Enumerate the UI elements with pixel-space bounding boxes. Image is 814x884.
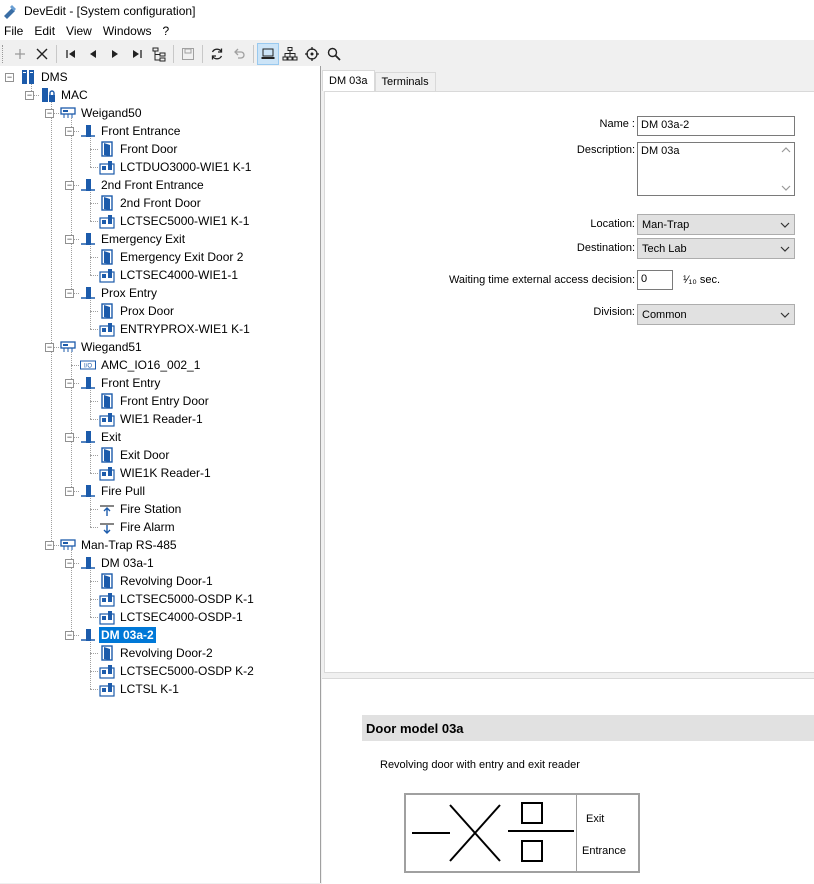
tree-connector (90, 167, 98, 168)
tree-node-label: LCTSEC5000-WIE1 K-1 (120, 214, 250, 228)
svg-text:I/O: I/O (83, 363, 93, 370)
tree-connector (90, 473, 98, 474)
door-model-title: Door model 03a (362, 715, 814, 741)
tree-node[interactable] (99, 464, 213, 482)
tree-node[interactable] (6, 68, 70, 86)
properties-panel (324, 91, 814, 673)
tree-connector (90, 689, 98, 690)
tree-connector (90, 257, 98, 258)
collapse-toggle-icon[interactable]: − (66, 378, 73, 388)
tree-connector (90, 136, 91, 167)
tree-connector (90, 149, 98, 150)
tree-connector (71, 118, 72, 293)
tree-connector (90, 581, 98, 582)
entrance-icon (80, 429, 96, 445)
target-button[interactable] (301, 43, 323, 65)
refresh-button[interactable] (206, 43, 228, 65)
menu-edit[interactable]: Edit (34, 24, 56, 38)
entrance-icon (80, 555, 96, 571)
name-input[interactable]: DM 03a-2 (637, 116, 795, 136)
tree-node-label: Exit Door (120, 448, 170, 462)
tab-terminals[interactable]: Terminals (375, 72, 436, 91)
menu-file[interactable]: File (4, 24, 24, 38)
entrance-icon (80, 123, 96, 139)
collapse-toggle-icon[interactable]: − (66, 288, 73, 298)
description-label: Description: (576, 144, 635, 156)
first-button[interactable] (60, 43, 82, 65)
chevron-down-icon (780, 311, 790, 319)
reader-icon (99, 681, 115, 697)
tree-node-label: Prox Door (120, 304, 175, 318)
tree-node-label: Fire Alarm (120, 520, 175, 534)
tree-node[interactable] (99, 140, 179, 158)
tree-node[interactable] (66, 626, 156, 644)
tree-node[interactable] (99, 158, 253, 176)
entrance-icon (80, 375, 96, 391)
description-scrollbar[interactable] (778, 143, 794, 195)
tree-node[interactable] (99, 212, 251, 230)
division-value: Common (642, 308, 687, 321)
description-text: DM 03a (641, 145, 680, 157)
door-model-panel (322, 678, 814, 884)
tree-node[interactable] (66, 284, 159, 302)
prev-icon (85, 46, 101, 62)
tree-node-label: Fire Station (120, 502, 182, 516)
reader-icon (99, 321, 115, 337)
tree-node[interactable] (99, 266, 240, 284)
tree-node-label: LCTSEC4000-OSDP-1 (120, 610, 243, 624)
bus-icon (60, 339, 76, 355)
last-icon (129, 46, 145, 62)
reader-icon (99, 213, 115, 229)
tree-connector (90, 671, 98, 672)
tree-connector (90, 442, 91, 473)
target-icon (304, 46, 320, 62)
tree-connector (51, 100, 52, 545)
tree-node-label: Exit (101, 430, 122, 444)
reader-icon (99, 411, 115, 427)
window-title: DevEdit - [System configuration] (24, 4, 196, 18)
tree-node[interactable] (99, 680, 181, 698)
tree-node-label: 2nd Front Door (120, 196, 201, 210)
reader-icon (99, 465, 115, 481)
collapse-toggle-icon[interactable]: − (6, 72, 13, 82)
tree-node-label: DM 03a-1 (101, 556, 154, 570)
prev-button[interactable] (82, 43, 104, 65)
door-icon (99, 303, 115, 319)
tree-connector (90, 275, 98, 276)
tree-node-label: 2nd Front Entrance (101, 178, 204, 192)
tree-node-label: Prox Entry (101, 286, 158, 300)
toolbar-separator (253, 45, 254, 63)
collapse-toggle-icon[interactable]: − (66, 126, 73, 136)
detail-pane (322, 66, 814, 883)
chevron-down-icon (780, 221, 790, 229)
toolbar (0, 42, 814, 66)
tree-node-label: Fire Pull (101, 484, 146, 498)
collapse-toggle-icon[interactable]: − (66, 234, 73, 244)
destination-value: Tech Lab (642, 242, 687, 255)
revolving-door-icon (408, 797, 574, 869)
description-textarea[interactable] (637, 142, 795, 196)
tree-connector (90, 617, 98, 618)
toolbar-separator (202, 45, 203, 63)
tree-node[interactable] (99, 608, 245, 626)
reader-icon (99, 609, 115, 625)
division-select[interactable] (637, 304, 795, 325)
collapse-toggle-icon[interactable]: − (26, 90, 33, 100)
delete-button[interactable] (31, 43, 53, 65)
collapse-toggle-icon[interactable]: − (46, 540, 53, 550)
tree-connector (90, 640, 91, 689)
collapse-toggle-icon[interactable]: − (46, 342, 53, 352)
tree-node[interactable] (99, 302, 176, 320)
tree-node-label: Revolving Door-1 (120, 574, 213, 588)
tree-node[interactable] (99, 572, 215, 590)
door-icon (99, 195, 115, 211)
location-value: Man-Trap (642, 218, 690, 231)
tree-node[interactable] (99, 662, 256, 680)
tree-node-label: Weigand50 (81, 106, 142, 120)
door-icon (99, 447, 115, 463)
tree-node-label: WIE1 Reader-1 (120, 412, 203, 426)
tree-connector (90, 203, 98, 204)
tree-node-label: MAC (61, 88, 88, 102)
tree-connector (90, 190, 91, 221)
tree-node-label: ENTRYPROX-WIE1 K-1 (120, 322, 250, 336)
door-model-description: Revolving door with entry and exit reader (380, 759, 580, 771)
menu-windows[interactable]: Windows (102, 24, 152, 38)
door-icon (99, 393, 115, 409)
division-label: Division: (593, 306, 635, 318)
signal-input-icon (99, 501, 115, 517)
search-button[interactable] (323, 43, 345, 65)
location-label: Location: (590, 218, 635, 230)
tree-node[interactable] (99, 446, 171, 464)
scroll-down-icon (781, 184, 791, 192)
tree-node-label: Wiegand51 (81, 340, 142, 354)
tree-node-label: WIE1K Reader-1 (120, 466, 211, 480)
tree-connector (90, 311, 98, 312)
tree-node-label: DM 03a-2 (101, 628, 154, 642)
tree-connector (90, 568, 91, 617)
save-icon (180, 46, 196, 62)
toolbar-grip[interactable] (2, 45, 6, 63)
tree-connector (90, 298, 91, 329)
add-icon (12, 46, 28, 62)
tree-node-label: Man-Trap RS-485 (81, 538, 177, 552)
toolbar-separator (56, 45, 57, 63)
save-button[interactable] (177, 43, 199, 65)
destination-label: Destination: (576, 242, 635, 254)
tree-node[interactable] (99, 392, 211, 410)
network-icon (282, 46, 298, 62)
tree-node-label: LCTSEC5000-OSDP K-1 (120, 592, 254, 606)
tree-node[interactable] (66, 230, 187, 248)
menu-help[interactable]: ? (162, 24, 170, 38)
tree-node[interactable] (99, 644, 215, 662)
next-button[interactable] (104, 43, 126, 65)
waiting-time-unit: ¹⁄₁₀ sec. (683, 274, 721, 286)
reader-icon (99, 663, 115, 679)
entrance-icon (80, 627, 96, 643)
tree-connector (90, 496, 91, 527)
door-icon (99, 141, 115, 157)
signal-output-icon (99, 519, 115, 535)
collapse-toggle-icon[interactable]: − (66, 180, 73, 190)
refresh-icon (209, 46, 225, 62)
tree-view-icon (151, 46, 167, 62)
tree-node-label: LCTSEC4000-WIE1-1 (120, 268, 239, 282)
delete-icon (34, 46, 50, 62)
entrance-icon (80, 285, 96, 301)
location-select[interactable] (637, 214, 795, 235)
scroll-up-icon (781, 146, 791, 154)
chevron-down-icon (780, 245, 790, 253)
exit-label: Exit (586, 813, 605, 825)
door-icon (99, 645, 115, 661)
tree-view-button[interactable] (148, 43, 170, 65)
tree-node[interactable] (99, 194, 203, 212)
tree-node[interactable] (46, 536, 179, 554)
tree-node[interactable] (66, 176, 206, 194)
server-icon (20, 69, 36, 85)
menu-view[interactable]: View (66, 24, 92, 38)
collapse-toggle-icon[interactable]: − (46, 108, 53, 118)
waiting-time-label: Waiting time external access decision: (448, 274, 635, 286)
first-icon (63, 46, 79, 62)
tree-node-label: Front Entry (101, 376, 161, 390)
tree-node-label: Front Entry Door (120, 394, 209, 408)
tree-connector (90, 221, 98, 222)
tree-connector (90, 527, 98, 528)
tree-node-label: Revolving Door-2 (120, 646, 213, 660)
entrance-label: Entrance (582, 845, 627, 857)
tree-node[interactable] (99, 590, 256, 608)
tree-node[interactable] (99, 320, 252, 338)
door-model-diagram (404, 793, 640, 873)
title-bar (0, 0, 814, 22)
door-icon (99, 573, 115, 589)
toolbar-separator (173, 45, 174, 63)
tree-connector (90, 455, 98, 456)
add-button[interactable] (9, 43, 31, 65)
undo-icon (231, 46, 247, 62)
bus-icon (60, 105, 76, 121)
tree-node-label: Front Entrance (101, 124, 181, 138)
collapse-toggle-icon[interactable]: − (66, 558, 73, 568)
collapse-toggle-icon[interactable]: − (66, 630, 73, 640)
tree-node[interactable] (99, 248, 245, 266)
door-icon (99, 249, 115, 265)
tree-node[interactable] (26, 86, 90, 104)
search-icon (326, 46, 342, 62)
tree-node[interactable] (99, 410, 205, 428)
tree-connector (90, 244, 91, 275)
device-icon (260, 46, 276, 62)
reader-icon (99, 591, 115, 607)
device-tree[interactable] (0, 66, 321, 883)
tree-connector (90, 329, 98, 330)
reader-icon (99, 267, 115, 283)
io-module-icon (80, 357, 96, 373)
tree-node[interactable] (80, 356, 202, 374)
next-icon (107, 46, 123, 62)
tree-node[interactable] (66, 122, 182, 140)
entrance-icon (80, 231, 96, 247)
tab-dm03a[interactable]: DM 03a (322, 70, 375, 91)
tree-node[interactable] (46, 104, 144, 122)
tree-node[interactable] (99, 500, 183, 518)
tree-node-label: Emergency Exit Door 2 (120, 250, 244, 264)
tree-node-label: DMS (41, 70, 68, 84)
tree-connector (90, 599, 98, 600)
tree-node-label: AMC_IO16_002_1 (101, 358, 201, 372)
tree-node[interactable] (66, 482, 147, 500)
last-button[interactable] (126, 43, 148, 65)
collapse-toggle-icon[interactable]: − (66, 432, 73, 442)
tree-connector (90, 401, 98, 402)
collapse-toggle-icon[interactable]: − (66, 486, 73, 496)
app-icon (2, 3, 18, 19)
tree-node-label: LCTSEC5000-OSDP K-2 (120, 664, 254, 678)
controller-icon (40, 87, 56, 103)
entrance-icon (80, 483, 96, 499)
name-label: Name : (599, 118, 635, 130)
tree-node[interactable] (99, 518, 177, 536)
tree-connector (71, 352, 72, 491)
tree-node[interactable] (46, 338, 144, 356)
tree-node-label: Emergency Exit (101, 232, 186, 246)
device-view-button[interactable] (257, 43, 279, 65)
destination-select[interactable] (637, 238, 795, 259)
tree-connector (90, 419, 98, 420)
undo-button[interactable] (228, 43, 250, 65)
tree-node-label: LCTSL K-1 (120, 682, 179, 696)
tree-node-label: LCTDUO3000-WIE1 K-1 (120, 160, 252, 174)
diagram-divider (576, 795, 577, 871)
network-button[interactable] (279, 43, 301, 65)
menu-bar (0, 22, 814, 40)
tree-node-label: Front Door (120, 142, 178, 156)
tree-connector (71, 365, 79, 366)
reader-icon (99, 159, 115, 175)
entrance-icon (80, 177, 96, 193)
tree-node[interactable] (66, 374, 162, 392)
tree-node[interactable] (66, 554, 156, 572)
bus-icon (60, 537, 76, 553)
tree-node[interactable] (66, 428, 123, 446)
tab-strip (322, 72, 436, 92)
tree-connector (90, 509, 98, 510)
waiting-time-input[interactable]: 0 (637, 270, 673, 290)
tree-connector (90, 653, 98, 654)
tree-connector (90, 388, 91, 419)
